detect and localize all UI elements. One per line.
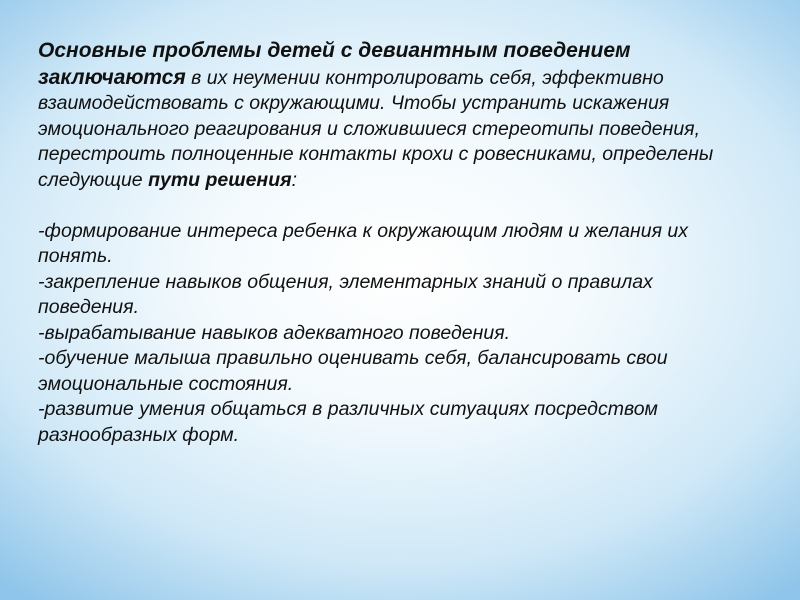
paragraph-gap: [38, 193, 758, 219]
list-item: -вырабатывание навыков адекватного поведения.: [38, 321, 511, 344]
list-item: -закрепление навыков общения, элементарных знаний о правилах поведения.: [38, 270, 653, 318]
list-item: -обучение малыша правильно оценивать себя, балансировать свои эмоциональные состояния.: [38, 347, 668, 395]
list-item: -развитие умения общаться в различных ситуациях посредством разнообразных форм.: [38, 398, 658, 446]
intro-text: в их неумении контролировать себя, эффективно взаимодействовать с окружающими. Чтобы устранить искажения эмоционального реагирования и сложившиеся стереотипы поведения, перестроить полноценные контакты крохи с ровесниками, определены следующие: [38, 66, 714, 191]
intro-paragraph: [38, 38, 758, 193]
intro-bold-lead: Основные проблемы детей с девиантным поведением заключаются: [38, 39, 631, 89]
intro-bold-tail: пути решения: [148, 168, 292, 191]
intro-tail-punct: :: [291, 168, 298, 191]
slide-text-body: [38, 38, 758, 448]
list-item: -формирование интереса ребенка к окружающим людям и желания их понять.: [38, 219, 689, 267]
